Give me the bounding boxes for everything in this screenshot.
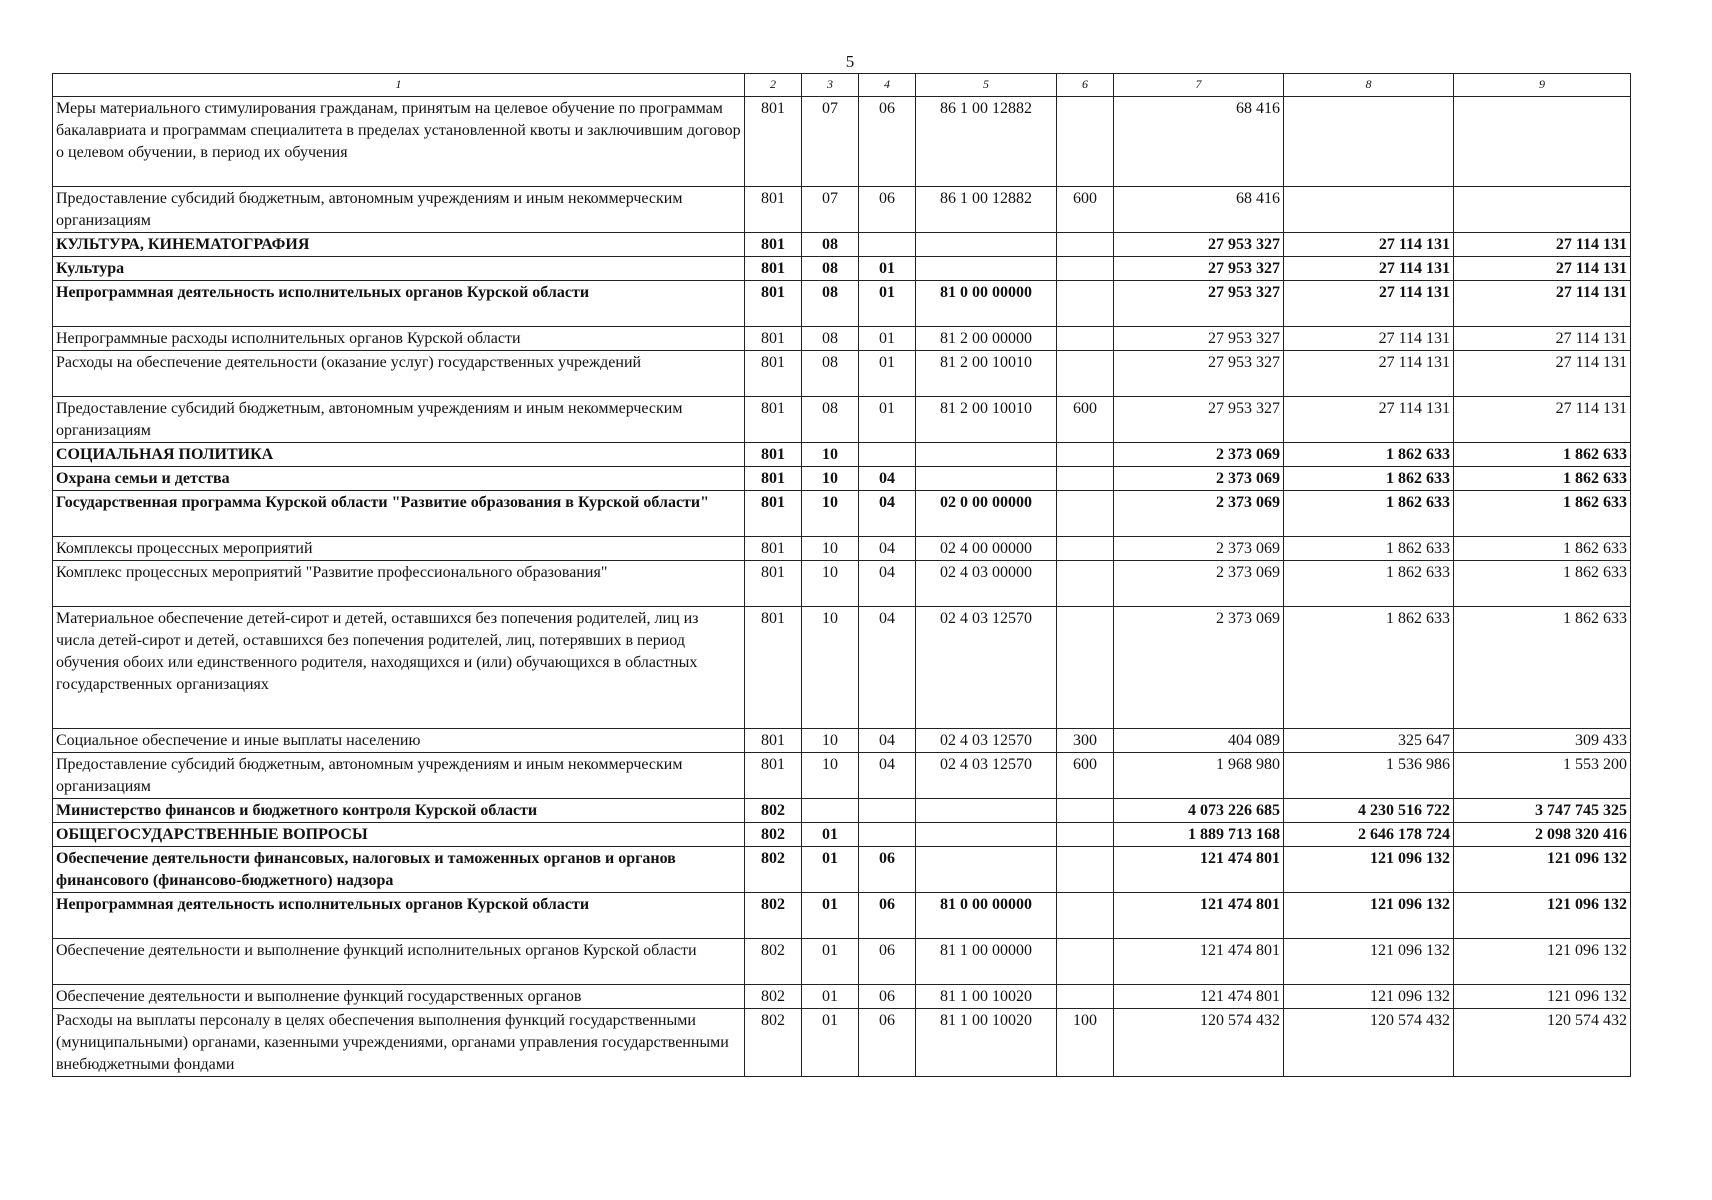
- amount-year-2-cell: [1284, 97, 1454, 187]
- expense-type-cell: [1057, 537, 1114, 561]
- item-name-cell: Расходы на обеспечение деятельности (оказание услуг) государственных учреждений: [53, 351, 745, 397]
- amount-year-3-cell: 309 433: [1454, 729, 1631, 753]
- subsection-code-cell: [859, 443, 916, 467]
- expense-type-cell: 600: [1057, 753, 1114, 799]
- table-row: [53, 187, 1631, 233]
- subsection-code-cell: 06: [859, 985, 916, 1009]
- expense-type-cell: [1057, 351, 1114, 397]
- amount-year-1-cell: 2 373 069: [1114, 537, 1284, 561]
- subsection-code-cell: [859, 799, 916, 823]
- amount-year-1-cell: 121 474 801: [1114, 985, 1284, 1009]
- item-name-cell: Меры материального стимулирования гражданам, принятым на целевое обучение по программам бакалавриата и программам специалитета в пределах установленной квоты и заключившим договор о целевом обучении, в период их обучения: [53, 97, 745, 187]
- ministry-code-cell: 802: [745, 847, 802, 893]
- target-article-cell: 86 1 00 12882: [916, 97, 1057, 187]
- amount-year-1-cell: 2 373 069: [1114, 467, 1284, 491]
- target-article-cell: [916, 799, 1057, 823]
- amount-year-3-cell: 121 096 132: [1454, 985, 1631, 1009]
- subsection-code-cell: [859, 233, 916, 257]
- subsection-code-cell: 01: [859, 397, 916, 443]
- budget-table: [52, 73, 1631, 1077]
- amount-year-3-cell: 121 096 132: [1454, 939, 1631, 985]
- section-code-cell: 10: [802, 753, 859, 799]
- amount-year-2-cell: 1 862 633: [1284, 561, 1454, 607]
- column-header: 6: [1057, 74, 1114, 97]
- expense-type-cell: 600: [1057, 187, 1114, 233]
- expense-type-cell: [1057, 97, 1114, 187]
- ministry-code-cell: 802: [745, 985, 802, 1009]
- amount-year-2-cell: 325 647: [1284, 729, 1454, 753]
- amount-year-1-cell: 121 474 801: [1114, 847, 1284, 893]
- ministry-code-cell: 802: [745, 893, 802, 939]
- subsection-code-cell: 06: [859, 893, 916, 939]
- amount-year-3-cell: 1 862 633: [1454, 561, 1631, 607]
- amount-year-3-cell: 1 862 633: [1454, 491, 1631, 537]
- amount-year-2-cell: 1 862 633: [1284, 607, 1454, 729]
- expense-type-cell: [1057, 939, 1114, 985]
- expense-type-cell: [1057, 233, 1114, 257]
- section-code-cell: 01: [802, 823, 859, 847]
- ministry-code-cell: 801: [745, 607, 802, 729]
- amount-year-1-cell: 121 474 801: [1114, 939, 1284, 985]
- column-header: 1: [53, 74, 745, 97]
- target-article-cell: [916, 823, 1057, 847]
- subsection-code-cell: 04: [859, 491, 916, 537]
- expense-type-cell: [1057, 847, 1114, 893]
- section-code-cell: 08: [802, 233, 859, 257]
- subsection-code-cell: 06: [859, 847, 916, 893]
- target-article-cell: [916, 467, 1057, 491]
- amount-year-3-cell: 3 747 745 325: [1454, 799, 1631, 823]
- amount-year-2-cell: [1284, 187, 1454, 233]
- amount-year-1-cell: 27 953 327: [1114, 281, 1284, 327]
- amount-year-3-cell: 2 098 320 416: [1454, 823, 1631, 847]
- table-row: [53, 561, 1631, 607]
- expense-type-cell: [1057, 985, 1114, 1009]
- item-name-cell: Обеспечение деятельности и выполнение функций государственных органов: [53, 985, 745, 1009]
- target-article-cell: 81 0 00 00000: [916, 893, 1057, 939]
- expense-type-cell: [1057, 893, 1114, 939]
- section-code-cell: 10: [802, 467, 859, 491]
- item-name-cell: СОЦИАЛЬНАЯ ПОЛИТИКА: [53, 443, 745, 467]
- amount-year-3-cell: 1 862 633: [1454, 443, 1631, 467]
- amount-year-3-cell: 1 862 633: [1454, 467, 1631, 491]
- amount-year-3-cell: 27 114 131: [1454, 351, 1631, 397]
- subsection-code-cell: 01: [859, 351, 916, 397]
- subsection-code-cell: 06: [859, 187, 916, 233]
- table-row: [53, 799, 1631, 823]
- amount-year-1-cell: 404 089: [1114, 729, 1284, 753]
- item-name-cell: Предоставление субсидий бюджетным, автономным учреждениям и иным некоммерческим организациям: [53, 397, 745, 443]
- section-code-cell: 01: [802, 847, 859, 893]
- target-article-cell: 02 4 03 12570: [916, 607, 1057, 729]
- subsection-code-cell: 04: [859, 537, 916, 561]
- section-code-cell: 10: [802, 537, 859, 561]
- column-header: 4: [859, 74, 916, 97]
- table-row: [53, 893, 1631, 939]
- ministry-code-cell: 801: [745, 397, 802, 443]
- column-header: 7: [1114, 74, 1284, 97]
- amount-year-2-cell: 121 096 132: [1284, 985, 1454, 1009]
- expense-type-cell: [1057, 561, 1114, 607]
- subsection-code-cell: 06: [859, 1009, 916, 1077]
- item-name-cell: ОБЩЕГОСУДАРСТВЕННЫЕ ВОПРОСЫ: [53, 823, 745, 847]
- target-article-cell: [916, 443, 1057, 467]
- table-row: [53, 233, 1631, 257]
- amount-year-3-cell: [1454, 187, 1631, 233]
- target-article-cell: [916, 257, 1057, 281]
- amount-year-2-cell: 27 114 131: [1284, 351, 1454, 397]
- target-article-cell: 81 2 00 00000: [916, 327, 1057, 351]
- amount-year-1-cell: 1 968 980: [1114, 753, 1284, 799]
- column-header: 9: [1454, 74, 1631, 97]
- item-name-cell: Государственная программа Курской области "Развитие образования в Курской области": [53, 491, 745, 537]
- table-row: [53, 257, 1631, 281]
- amount-year-1-cell: 27 953 327: [1114, 397, 1284, 443]
- ministry-code-cell: 802: [745, 1009, 802, 1077]
- ministry-code-cell: 801: [745, 187, 802, 233]
- target-article-cell: 81 2 00 10010: [916, 351, 1057, 397]
- amount-year-2-cell: 121 096 132: [1284, 939, 1454, 985]
- table-row: [53, 985, 1631, 1009]
- target-article-cell: 81 1 00 00000: [916, 939, 1057, 985]
- amount-year-1-cell: 2 373 069: [1114, 561, 1284, 607]
- subsection-code-cell: 06: [859, 97, 916, 187]
- section-code-cell: 01: [802, 1009, 859, 1077]
- amount-year-3-cell: 27 114 131: [1454, 257, 1631, 281]
- section-code-cell: [802, 799, 859, 823]
- table-row: [53, 97, 1631, 187]
- ministry-code-cell: 801: [745, 753, 802, 799]
- column-header: 3: [802, 74, 859, 97]
- amount-year-2-cell: 120 574 432: [1284, 1009, 1454, 1077]
- amount-year-1-cell: 2 373 069: [1114, 607, 1284, 729]
- expense-type-cell: [1057, 327, 1114, 351]
- item-name-cell: Непрограммная деятельность исполнительных органов Курской области: [53, 893, 745, 939]
- item-name-cell: Обеспечение деятельности и выполнение функций исполнительных органов Курской области: [53, 939, 745, 985]
- amount-year-1-cell: 4 073 226 685: [1114, 799, 1284, 823]
- target-article-cell: 81 1 00 10020: [916, 985, 1057, 1009]
- subsection-code-cell: [859, 823, 916, 847]
- item-name-cell: Министерство финансов и бюджетного контроля Курской области: [53, 799, 745, 823]
- target-article-cell: 81 0 00 00000: [916, 281, 1057, 327]
- expense-type-cell: 300: [1057, 729, 1114, 753]
- item-name-cell: Комплекс процессных мероприятий "Развитие профессионального образования": [53, 561, 745, 607]
- section-code-cell: 01: [802, 939, 859, 985]
- section-code-cell: 08: [802, 281, 859, 327]
- item-name-cell: Непрограммные расходы исполнительных органов Курской области: [53, 327, 745, 351]
- table-row: [53, 537, 1631, 561]
- target-article-cell: 81 1 00 10020: [916, 1009, 1057, 1077]
- amount-year-2-cell: 121 096 132: [1284, 893, 1454, 939]
- amount-year-2-cell: 1 862 633: [1284, 537, 1454, 561]
- table-row: [53, 1009, 1631, 1077]
- target-article-cell: [916, 233, 1057, 257]
- amount-year-3-cell: 121 096 132: [1454, 847, 1631, 893]
- table-row: [53, 823, 1631, 847]
- section-code-cell: 10: [802, 607, 859, 729]
- section-code-cell: 10: [802, 561, 859, 607]
- amount-year-2-cell: 1 862 633: [1284, 443, 1454, 467]
- item-name-cell: Охрана семьи и детства: [53, 467, 745, 491]
- item-name-cell: Непрограммная деятельность исполнительных органов Курской области: [53, 281, 745, 327]
- item-name-cell: Предоставление субсидий бюджетным, автономным учреждениям и иным некоммерческим организациям: [53, 753, 745, 799]
- section-code-cell: 08: [802, 327, 859, 351]
- amount-year-1-cell: 2 373 069: [1114, 491, 1284, 537]
- table-header-row: [53, 74, 1631, 97]
- expense-type-cell: [1057, 491, 1114, 537]
- target-article-cell: 02 0 00 00000: [916, 491, 1057, 537]
- amount-year-3-cell: [1454, 97, 1631, 187]
- item-name-cell: Расходы на выплаты персоналу в целях обеспечения выполнения функций государственными (муниципальными) органами, казенными учреждениями, органами управления государственными внебюджетными фондами: [53, 1009, 745, 1077]
- item-name-cell: Социальное обеспечение и иные выплаты населению: [53, 729, 745, 753]
- table-row: [53, 281, 1631, 327]
- amount-year-2-cell: 2 646 178 724: [1284, 823, 1454, 847]
- amount-year-3-cell: 1 862 633: [1454, 537, 1631, 561]
- amount-year-3-cell: 120 574 432: [1454, 1009, 1631, 1077]
- amount-year-1-cell: 121 474 801: [1114, 893, 1284, 939]
- ministry-code-cell: 801: [745, 491, 802, 537]
- amount-year-1-cell: 27 953 327: [1114, 327, 1284, 351]
- expense-type-cell: [1057, 467, 1114, 491]
- ministry-code-cell: 801: [745, 729, 802, 753]
- target-article-cell: 81 2 00 10010: [916, 397, 1057, 443]
- subsection-code-cell: 04: [859, 561, 916, 607]
- column-header: 2: [745, 74, 802, 97]
- amount-year-3-cell: 1 862 633: [1454, 607, 1631, 729]
- section-code-cell: 01: [802, 893, 859, 939]
- ministry-code-cell: 801: [745, 537, 802, 561]
- target-article-cell: 02 4 03 12570: [916, 729, 1057, 753]
- amount-year-2-cell: 27 114 131: [1284, 327, 1454, 351]
- expense-type-cell: [1057, 443, 1114, 467]
- subsection-code-cell: 04: [859, 607, 916, 729]
- table-row: [53, 397, 1631, 443]
- column-header: 5: [916, 74, 1057, 97]
- ministry-code-cell: 801: [745, 467, 802, 491]
- item-name-cell: Культура: [53, 257, 745, 281]
- table-row: [53, 847, 1631, 893]
- amount-year-1-cell: 27 953 327: [1114, 351, 1284, 397]
- expense-type-cell: 600: [1057, 397, 1114, 443]
- section-code-cell: 10: [802, 729, 859, 753]
- ministry-code-cell: 802: [745, 823, 802, 847]
- amount-year-2-cell: 27 114 131: [1284, 233, 1454, 257]
- table-row: [53, 491, 1631, 537]
- section-code-cell: 10: [802, 491, 859, 537]
- amount-year-3-cell: 27 114 131: [1454, 327, 1631, 351]
- table-row: [53, 729, 1631, 753]
- table-row: [53, 467, 1631, 491]
- target-article-cell: [916, 847, 1057, 893]
- expense-type-cell: [1057, 607, 1114, 729]
- amount-year-1-cell: 27 953 327: [1114, 257, 1284, 281]
- section-code-cell: 10: [802, 443, 859, 467]
- amount-year-1-cell: 68 416: [1114, 97, 1284, 187]
- target-article-cell: 02 4 00 00000: [916, 537, 1057, 561]
- ministry-code-cell: 801: [745, 257, 802, 281]
- table-row: [53, 607, 1631, 729]
- section-code-cell: 08: [802, 351, 859, 397]
- subsection-code-cell: 01: [859, 257, 916, 281]
- amount-year-2-cell: 27 114 131: [1284, 281, 1454, 327]
- amount-year-2-cell: 1 862 633: [1284, 491, 1454, 537]
- amount-year-1-cell: 1 889 713 168: [1114, 823, 1284, 847]
- table-row: [53, 327, 1631, 351]
- expense-type-cell: [1057, 281, 1114, 327]
- ministry-code-cell: 802: [745, 799, 802, 823]
- table-row: [53, 351, 1631, 397]
- amount-year-3-cell: 27 114 131: [1454, 281, 1631, 327]
- target-article-cell: 02 4 03 00000: [916, 561, 1057, 607]
- expense-type-cell: [1057, 823, 1114, 847]
- target-article-cell: 86 1 00 12882: [916, 187, 1057, 233]
- section-code-cell: 08: [802, 257, 859, 281]
- expense-type-cell: [1057, 799, 1114, 823]
- amount-year-2-cell: 1 862 633: [1284, 467, 1454, 491]
- amount-year-2-cell: 27 114 131: [1284, 257, 1454, 281]
- section-code-cell: 01: [802, 985, 859, 1009]
- section-code-cell: 08: [802, 397, 859, 443]
- subsection-code-cell: 06: [859, 939, 916, 985]
- ministry-code-cell: 801: [745, 351, 802, 397]
- amount-year-2-cell: 27 114 131: [1284, 397, 1454, 443]
- page-number: 5: [845, 52, 855, 71]
- ministry-code-cell: 801: [745, 281, 802, 327]
- amount-year-1-cell: 2 373 069: [1114, 443, 1284, 467]
- amount-year-3-cell: 27 114 131: [1454, 397, 1631, 443]
- subsection-code-cell: 04: [859, 729, 916, 753]
- ministry-code-cell: 801: [745, 97, 802, 187]
- amount-year-2-cell: 4 230 516 722: [1284, 799, 1454, 823]
- amount-year-1-cell: 120 574 432: [1114, 1009, 1284, 1077]
- section-code-cell: 07: [802, 187, 859, 233]
- section-code-cell: 07: [802, 97, 859, 187]
- expense-type-cell: [1057, 257, 1114, 281]
- amount-year-3-cell: 1 553 200: [1454, 753, 1631, 799]
- ministry-code-cell: 801: [745, 233, 802, 257]
- expense-type-cell: 100: [1057, 1009, 1114, 1077]
- ministry-code-cell: 801: [745, 443, 802, 467]
- table-row: [53, 443, 1631, 467]
- table-row: [53, 939, 1631, 985]
- item-name-cell: Комплексы процессных мероприятий: [53, 537, 745, 561]
- subsection-code-cell: 04: [859, 753, 916, 799]
- subsection-code-cell: 01: [859, 327, 916, 351]
- amount-year-3-cell: 27 114 131: [1454, 233, 1631, 257]
- amount-year-2-cell: 1 536 986: [1284, 753, 1454, 799]
- ministry-code-cell: 802: [745, 939, 802, 985]
- ministry-code-cell: 801: [745, 327, 802, 351]
- item-name-cell: Материальное обеспечение детей-сирот и детей, оставшихся без попечения родителей, лиц из числа детей-сирот и детей, оставшихся без попечения родителей, лиц, потерявших в период обучения обоих или единственного родителя, находящихся и (или) обучающихся в областных государственных организациях: [53, 607, 745, 729]
- table-body: [53, 97, 1631, 1077]
- item-name-cell: КУЛЬТУРА, КИНЕМАТОГРАФИЯ: [53, 233, 745, 257]
- amount-year-1-cell: 68 416: [1114, 187, 1284, 233]
- table-row: [53, 753, 1631, 799]
- amount-year-1-cell: 27 953 327: [1114, 233, 1284, 257]
- subsection-code-cell: 04: [859, 467, 916, 491]
- item-name-cell: Обеспечение деятельности финансовых, налоговых и таможенных органов и органов финансового (финансово-бюджетного) надзора: [53, 847, 745, 893]
- item-name-cell: Предоставление субсидий бюджетным, автономным учреждениям и иным некоммерческим организациям: [53, 187, 745, 233]
- column-header: 8: [1284, 74, 1454, 97]
- ministry-code-cell: 801: [745, 561, 802, 607]
- target-article-cell: 02 4 03 12570: [916, 753, 1057, 799]
- amount-year-3-cell: 121 096 132: [1454, 893, 1631, 939]
- amount-year-2-cell: 121 096 132: [1284, 847, 1454, 893]
- subsection-code-cell: 01: [859, 281, 916, 327]
